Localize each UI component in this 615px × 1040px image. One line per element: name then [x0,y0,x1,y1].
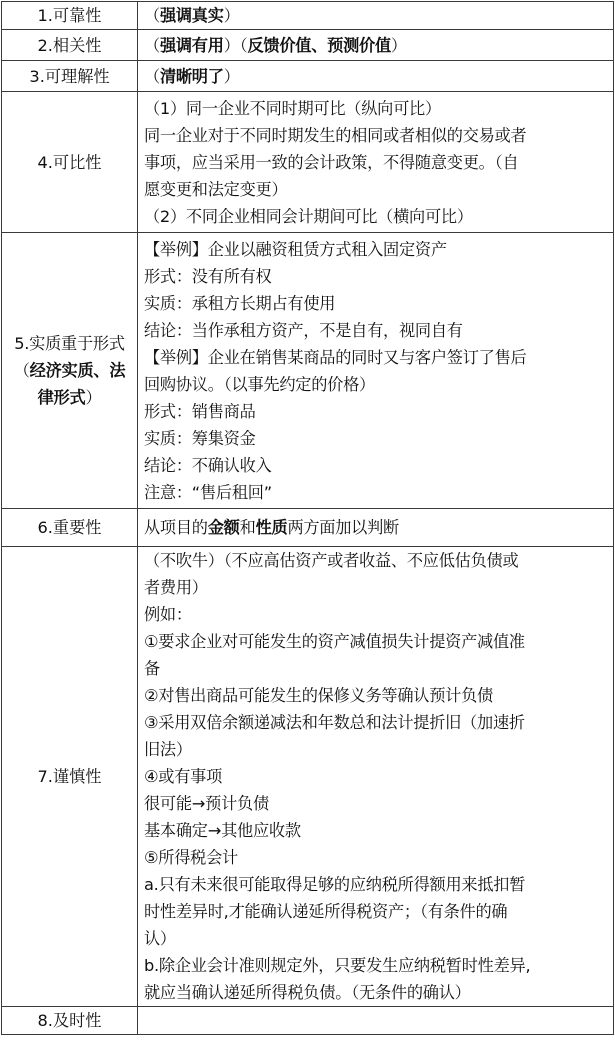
description-line [144,790,611,817]
table-row [2,61,614,92]
text-segment: （ [13,361,30,380]
principle-description-cell [138,509,614,547]
principle-label-line [4,384,135,411]
principle-label: 7.谨慎性 [37,767,102,786]
text-segment: 基本确定→其他应收款 [144,821,301,840]
description-line [144,601,611,628]
emphasis-text: 性质 [255,518,288,537]
table-row [2,233,614,509]
text-segment: ）（ [223,35,248,55]
text-segment: （ [144,6,160,25]
description-line [144,452,611,479]
emphasis-text: 经济实质、法 [29,361,126,380]
text-segment: 事项，应当采用一致的会计政策，不得随意变更。（自 [144,152,519,172]
text-segment: ） [223,6,240,25]
text-segment: 旧法） [144,740,192,759]
text-segment: 例如： [144,605,192,624]
emphasis-text: 律形式 [37,388,86,407]
description-line [144,63,611,90]
principle-label: 4.可比性 [37,152,102,172]
principle-label-cell [2,547,138,1007]
description-line [144,479,611,506]
principle-label-cell [2,30,138,61]
description-line [144,547,611,574]
text-segment: 形式：没有所有权 [144,266,272,286]
principle-label-line [4,357,135,384]
emphasis-text: 强调有用 [159,35,224,55]
text-segment: 结论：当作承租方资产，不是自有，视同自有 [144,320,463,340]
text-segment: 实质：筹集资金 [144,428,256,448]
table-row [2,1007,614,1035]
table-row [2,30,614,61]
description-line [144,574,611,601]
text-segment: a.只有未来很可能取得足够的应纳税所得额用来抵扣暂 [144,875,526,894]
text-segment: 者费用） [144,578,208,597]
principle-description-cell [138,1007,614,1035]
principle-label: 8.及时性 [37,1011,102,1030]
principle-label-line [4,330,135,357]
text-segment: ） [223,66,240,86]
text-segment: 5.实质重于形式 [14,334,125,353]
text-segment: 注意：“售后租回” [144,482,272,502]
principle-label-cell [2,2,138,30]
table-row [2,2,614,30]
description-line [144,95,611,122]
text-segment: 实质：承租方长期占有使用 [144,293,336,313]
table-body [2,2,614,1035]
text-segment: （1）同一企业不同时期可比（纵向可比） [144,98,441,118]
text-segment: 很可能→预计负债 [144,794,269,813]
text-segment: ①要求企业对可能发生的资产减值损失计提资产减值准 [144,632,525,651]
description-line [144,979,611,1006]
text-segment: 和 [239,518,256,537]
description-line [144,263,611,290]
text-segment: ⑤所得税会计 [144,848,238,867]
emphasis-text: 金额 [207,518,240,537]
emphasis-text: 清晰明了 [159,66,224,86]
principle-label: 1.可靠性 [37,6,102,25]
text-segment: 【举例】企业在销售某商品的同时又与客户签订了售后 [144,347,527,367]
text-segment: ②对售出商品可能发生的保修义务等确认预计负债 [144,686,493,705]
accounting-quality-table [1,1,614,1035]
description-line [144,709,611,736]
text-segment: 从项目的 [144,518,208,537]
description-line [144,736,611,763]
text-segment: ④或有事项 [144,767,223,786]
table-row [2,92,614,233]
description-line [144,290,611,317]
text-segment: 就应当确认递延所得税负债。（无条件的确认） [144,983,471,1002]
principle-label-cell [2,92,138,233]
description-line [144,2,611,29]
principle-description-cell [138,92,614,233]
principle-description-cell [138,233,614,509]
text-segment: ） [85,388,102,407]
table-row [2,547,614,1007]
text-segment: （ [144,66,160,86]
text-segment: b.除企业会计准则规定外，只要发生应纳税暂时性差异, [144,956,531,975]
description-line [144,149,611,176]
description-line [144,844,611,871]
description-line [144,925,611,952]
description-line [144,371,611,398]
description-line [144,763,611,790]
principle-label: 2.相关性 [37,35,102,55]
emphasis-text: 反馈价值、预测价值 [247,35,391,55]
principle-label: 6.重要性 [37,518,102,537]
description-line [144,176,611,203]
text-segment: 回购协议。（以事先约定的价格） [144,374,375,394]
description-line [144,682,611,709]
text-segment: ③采用双倍余额递减法和年数总和法计提折旧（加速折 [144,713,525,732]
text-segment: 备 [144,659,160,678]
text-segment: （2）不同企业相同会计期间可比（横向可比） [144,206,473,226]
text-segment: 时性差异时,才能确认递延所得税资产；（有条件的确 [144,902,508,921]
text-segment: （ [144,35,160,55]
text-segment: 两方面加以判断 [287,518,399,537]
description-line [144,32,611,59]
description-line [144,871,611,898]
description-line [144,952,611,979]
description-line [144,203,611,230]
description-line [144,514,611,541]
text-segment: 形式：销售商品 [144,401,256,421]
text-segment: 【举例】企业以融资租赁方式租入固定资产 [144,239,447,259]
description-line [144,898,611,925]
principle-label-cell [2,233,138,509]
description-line [144,317,611,344]
description-line [144,398,611,425]
principle-label-cell [2,509,138,547]
description-line [144,344,611,371]
principle-description-cell [138,2,614,30]
text-segment: （不吹牛）（不应高估资产或者收益、不应低估负债或 [144,551,519,570]
principle-description-cell [138,61,614,92]
description-line [144,236,611,263]
text-segment: 同一企业对于不同时期发生的相同或者相似的交易或者 [144,125,527,145]
table-row [2,509,614,547]
text-segment: 结论：不确认收入 [144,455,272,475]
description-line [144,655,611,682]
principle-label-cell [2,1007,138,1035]
principle-description-cell [138,547,614,1007]
description-line [144,628,611,655]
principle-label: 3.可理解性 [29,66,110,86]
text-segment: ） [390,35,407,55]
principle-description-cell [138,30,614,61]
emphasis-text: 强调真实 [159,6,224,25]
principle-label-cell [2,61,138,92]
description-line [144,817,611,844]
text-segment: 认） [144,929,176,948]
text-segment: 愿变更和法定变更） [144,179,288,199]
description-line [144,122,611,149]
description-line [144,425,611,452]
